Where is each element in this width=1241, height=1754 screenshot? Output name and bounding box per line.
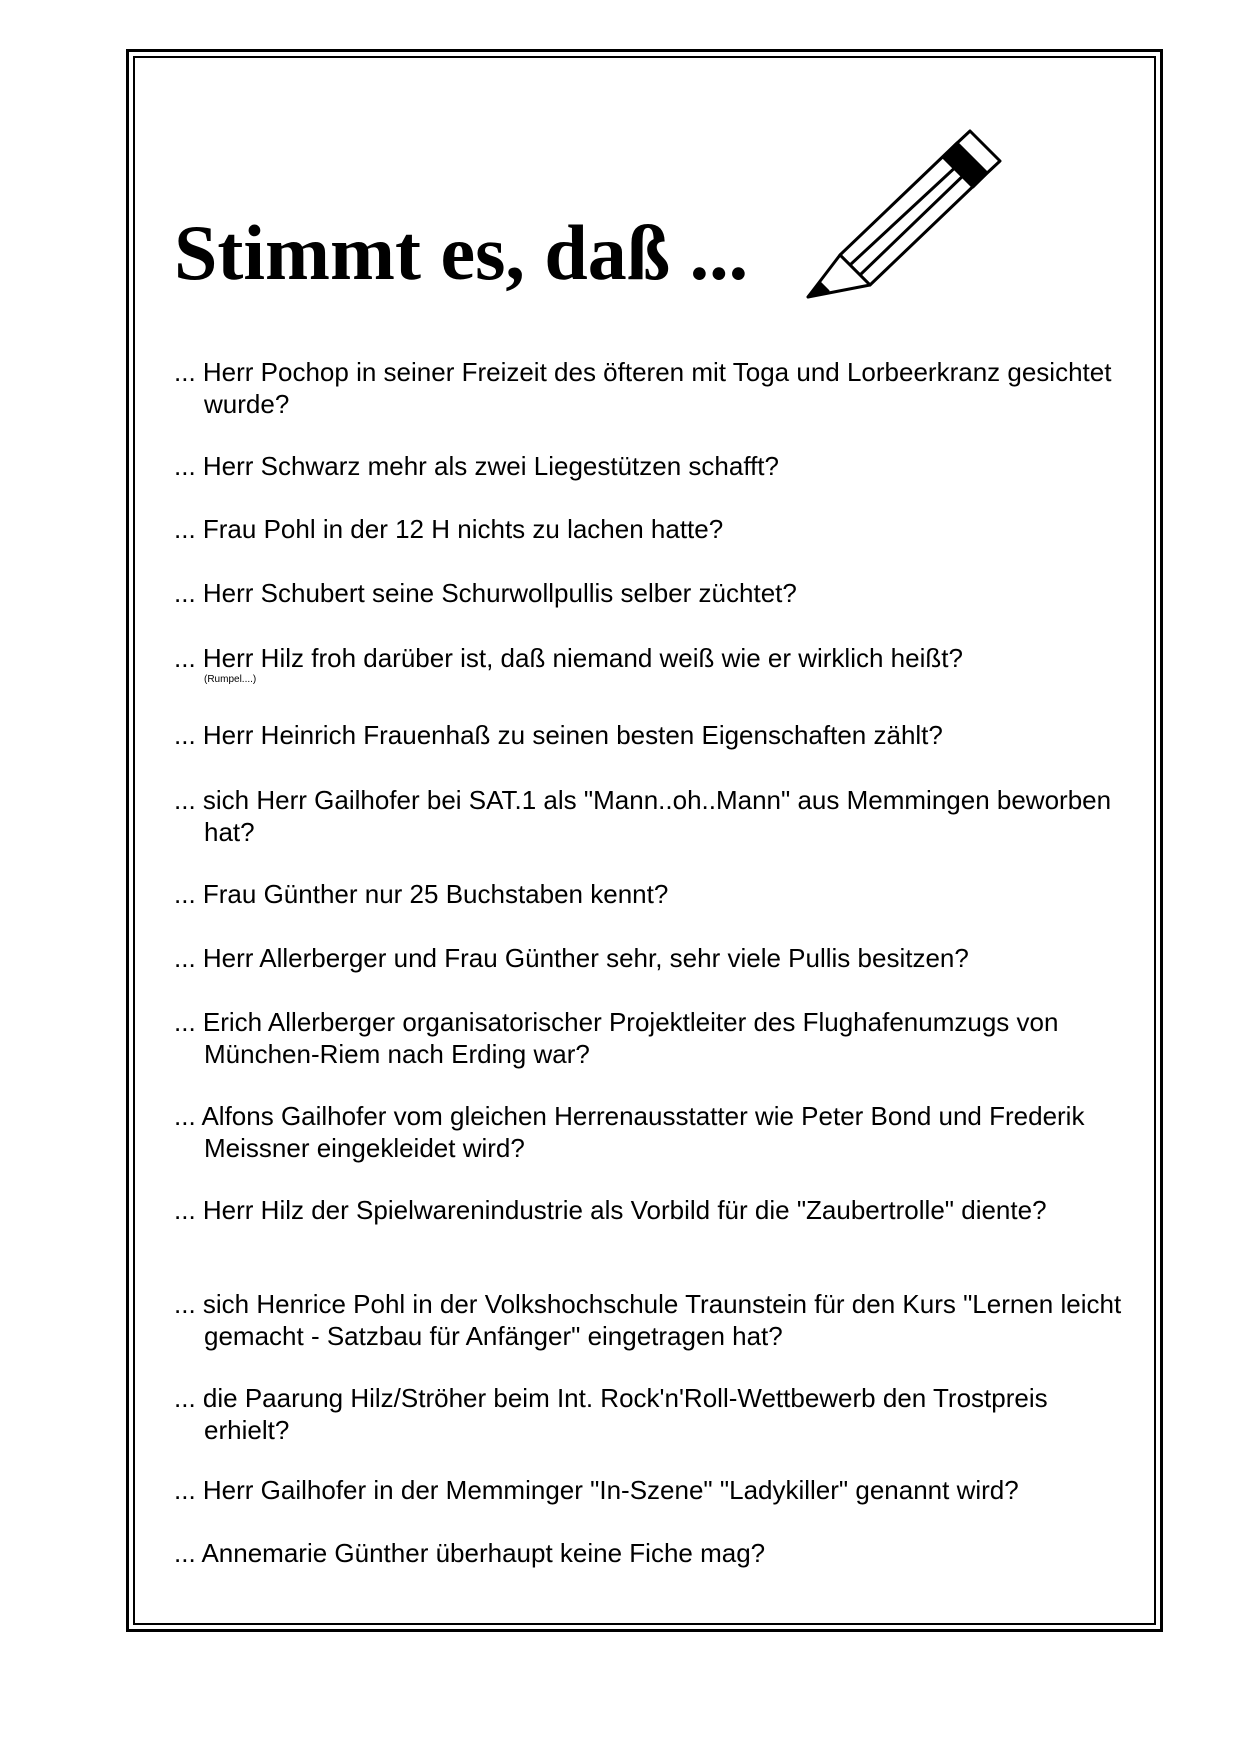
- question-text: ... die Paarung Hilz/Ströher beim Int. Rock'n'Roll-Wettbewerb den Trostpreis erhielt?: [174, 1383, 1048, 1445]
- question-text: ... Annemarie Günther überhaupt keine Fiche mag?: [174, 1538, 766, 1568]
- pencil-icon: [800, 125, 1010, 300]
- question-text: ... Herr Pochop in seiner Freizeit des öfteren mit Toga und Lorbeerkranz gesichtet wurde?: [174, 357, 1112, 419]
- list-item: [174, 577, 1124, 609]
- question-text: ... Herr Gailhofer in der Memminger "In-Szene" "Ladykiller" genannt wird?: [174, 1475, 1019, 1505]
- list-item: [174, 642, 1124, 686]
- list-item: [174, 513, 1124, 545]
- question-note: (Rumpel....): [204, 674, 257, 685]
- question-text: ... Frau Pohl in der 12 H nichts zu lachen hatte?: [174, 514, 724, 544]
- list-item: [174, 942, 1124, 974]
- list-item: [174, 1382, 1124, 1446]
- question-text: ... Alfons Gailhofer vom gleichen Herrenausstatter wie Peter Bond und Frederik Meissner eingekleidet wird?: [174, 1101, 1085, 1163]
- question-text: ... sich Herr Gailhofer bei SAT.1 als "Mann..oh..Mann" aus Memmingen beworben hat?: [174, 785, 1112, 847]
- list-item: [174, 1474, 1124, 1506]
- list-item: [174, 1100, 1124, 1164]
- list-item: [174, 878, 1124, 910]
- question-text: ... Herr Hilz der Spielwarenindustrie als Vorbild für die "Zaubertrolle" diente?: [174, 1195, 1047, 1225]
- question-text: ... sich Henrice Pohl in der Volkshochschule Traunstein für den Kurs "Lernen leicht gemacht - Satzbau für Anfänger" eingetragen hat?: [174, 1289, 1122, 1351]
- question-text: ... Herr Schubert seine Schurwollpullis selber züchtet?: [174, 578, 797, 608]
- list-item: [174, 356, 1124, 420]
- question-text: ... Herr Hilz froh darüber ist, daß niemand weiß wie er wirklich heißt?: [174, 643, 963, 673]
- list-item: [174, 1194, 1124, 1226]
- question-text: ... Herr Allerberger und Frau Günther sehr, sehr viele Pullis besitzen?: [174, 943, 969, 973]
- list-item: [174, 1537, 1124, 1569]
- list-item: [174, 719, 1124, 751]
- question-text: ... Herr Heinrich Frauenhaß zu seinen besten Eigenschaften zählt?: [174, 720, 943, 750]
- list-item: [174, 1006, 1124, 1070]
- question-text: ... Erich Allerberger organisatorischer Projektleiter des Flughafenumzugs von München-Riem nach Erding war?: [174, 1007, 1059, 1069]
- question-text: ... Frau Günther nur 25 Buchstaben kennt?: [174, 879, 669, 909]
- list-item: [174, 450, 1124, 482]
- list-item: [174, 784, 1124, 848]
- page-title: Stimmt es, daß ...: [174, 209, 749, 296]
- list-item: [174, 1288, 1124, 1352]
- question-text: ... Herr Schwarz mehr als zwei Liegestützen schafft?: [174, 451, 779, 481]
